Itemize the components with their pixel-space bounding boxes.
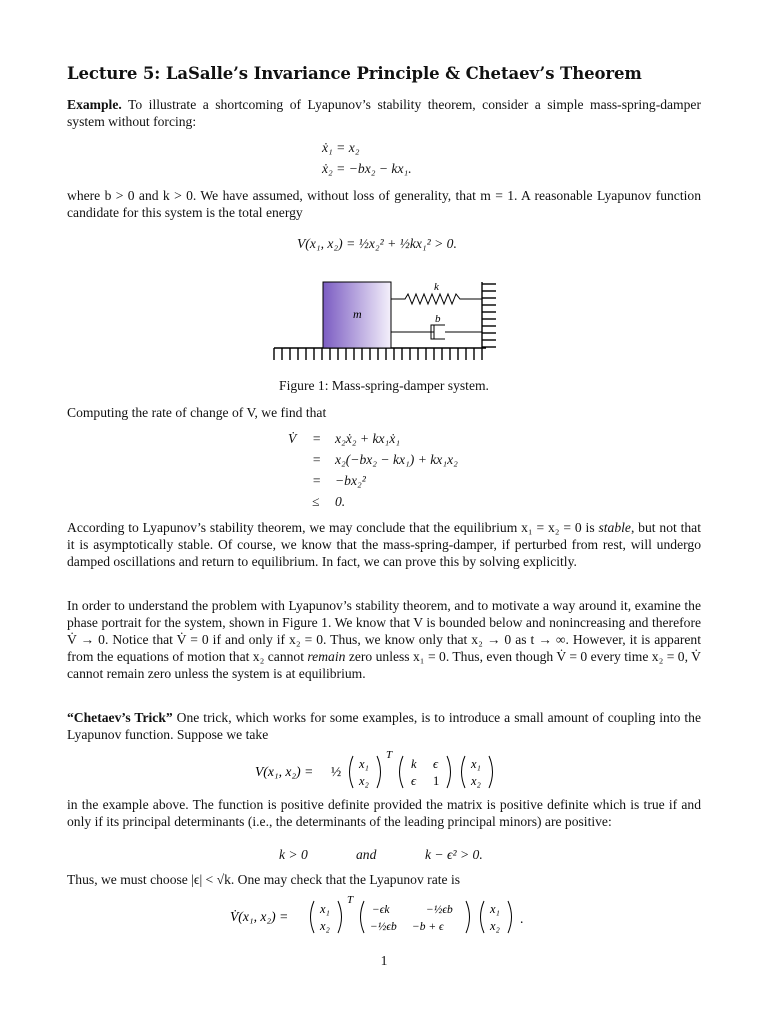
positive-definite-paragraph: in the example above. The function is positive definite provided the matrix is positive definite which is true if and only if its principal determinants (i.e., the determinants of the leading principal minors) are positive: [67, 797, 701, 829]
vdot-period: . [520, 911, 524, 926]
stability-text-post: , but not that it is asymptotically stable. Of course, we know that the mass-spring-damper, if perturbed from rest, will undergo damped oscillations and return to equilibrium. In fact, we can prove this by solving explicitly. [67, 520, 701, 569]
matrix-12: ϵ [433, 757, 439, 771]
quadratic-form-equation [255, 748, 515, 796]
transpose-mark: T [386, 749, 393, 761]
vdot-rel-4: ≤ [312, 494, 320, 509]
vdot-vec1-bottom: x₂ [320, 919, 330, 933]
vdot-vec2-bottom: x₂ [490, 919, 500, 933]
ode-row-2: ẋ₂ = −bx₂ − kx₁. [322, 161, 412, 176]
wall-hatch [482, 282, 496, 348]
stability-text-pre: According to Lyapunov’s stability theorem, we may conclude that the equilibrium x₁ = x₂ = 0 is [67, 520, 599, 535]
vdot-quad-lhs: V̇(x₁, x₂) = [230, 909, 289, 924]
vdot-quadratic-equation [230, 893, 550, 941]
spring [391, 294, 482, 304]
quadratic-lhs: V(x₁, x₂) = [255, 764, 314, 779]
vdot-matrix-12: −½ϵb [426, 904, 453, 916]
chetaev-label: “Chetaev’s Trick” [67, 710, 173, 725]
matrix-11: k [411, 757, 417, 771]
energy-paragraph: where b > 0 and k > 0. We have assumed, without loss of generality, that m = 1. A reasonable Lyapunov function candidate for this system is the total energy [67, 188, 701, 220]
vdot-rel-2: = [312, 452, 322, 467]
quadratic-half: ½ [331, 764, 342, 779]
example-text: To illustrate a shortcoming of Lyapunov’s stability theorem, consider a simple mass-spring-damper system without forcing: [67, 97, 701, 129]
condition-right: k − ϵ² > 0. [425, 847, 483, 862]
vdot-rhs-3: −bx₂² [335, 473, 366, 488]
matrix-22: 1 [433, 774, 440, 788]
damper-label: b [435, 313, 441, 325]
vdot-vec2-top: x₁ [490, 902, 500, 916]
vec2-top: x₁ [471, 757, 481, 771]
vdot-vec1-top: x₁ [320, 902, 330, 916]
vdot-transpose-mark: T [347, 894, 354, 906]
rate-paragraph: Computing the rate of change of V, we find that [67, 405, 327, 420]
lyapunov-rate-paragraph: Thus, we must choose |ϵ| < √k. One may check that the Lyapunov rate is [67, 872, 461, 887]
damper [391, 325, 482, 339]
stability-emphasis: stable [598, 520, 631, 535]
vdot-matrix-22: −b + ϵ [412, 921, 444, 933]
figure-caption: Figure 1: Mass-spring-damper system. [279, 378, 489, 393]
lecture-title: Lecture 5: LaSalle’s Invariance Principle & Chetaev’s Theorem [67, 64, 642, 83]
chetaev-text: One trick, which works for some examples, is to introduce a small amount of coupling into the Lyapunov function. Suppose we take [67, 710, 702, 742]
vec1-bottom: x₂ [359, 774, 369, 788]
vec1-top: x₁ [359, 757, 369, 771]
vdot-matrix-11: −ϵk [372, 904, 390, 916]
matrix-21: ϵ [411, 774, 417, 788]
ode-row-1: ẋ₁ = x₂ [322, 140, 360, 155]
page-number: 1 [380, 953, 388, 968]
spring-label: k [434, 281, 439, 293]
example-label: Example. [67, 97, 122, 112]
energy-equation: V(x₁, x₂) = ½x₂² + ½kx₁² > 0. [297, 236, 457, 251]
condition-left: k > 0 [279, 847, 308, 862]
vdot-rel-3: = [312, 473, 322, 488]
stability-paragraph [67, 519, 701, 570]
vdot-rhs-2: x₂(−bx₂ − kx₁) + kx₁x₂ [335, 452, 458, 467]
condition-and: and [356, 847, 377, 862]
vdot-lhs: V̇ [288, 431, 297, 446]
example-paragraph [67, 96, 701, 130]
vec2-bottom: x₂ [471, 774, 481, 788]
vdot-rhs-4: 0. [335, 494, 346, 509]
phase-text-post: zero unless x₁ = 0. Thus, even though V̇ = 0 every time x₂ = 0, V̇ cannot remain zero unless the system is at equilibrium. [67, 649, 701, 681]
vdot-rel-1: = [312, 431, 322, 446]
ground-hatch [274, 348, 486, 360]
vdot-matrix-21: −½ϵb [370, 921, 397, 933]
phase-emphasis: remain [307, 649, 346, 664]
mass-label: m [353, 307, 362, 321]
phase-portrait-paragraph [67, 597, 701, 682]
chetaev-paragraph [67, 709, 701, 743]
vdot-rhs-1: x₂ẋ₂ + kx₁ẋ₁ [335, 431, 401, 446]
mass-spring-damper-figure [260, 270, 500, 370]
phase-text-pre: In order to understand the problem with Lyapunov’s stability theorem, and to motivate a way around it, examine the phase portrait for the system, shown in Figure 1. We know that V is bounded below and nonincreasing and therefore V̇ → 0. Notice that V̇ = 0 if and only if x₂ = 0. Thus, we know only that x₂ → 0 as t → ∞. However, it is apparent from the equations of motion that x₂ cannot [67, 598, 701, 664]
